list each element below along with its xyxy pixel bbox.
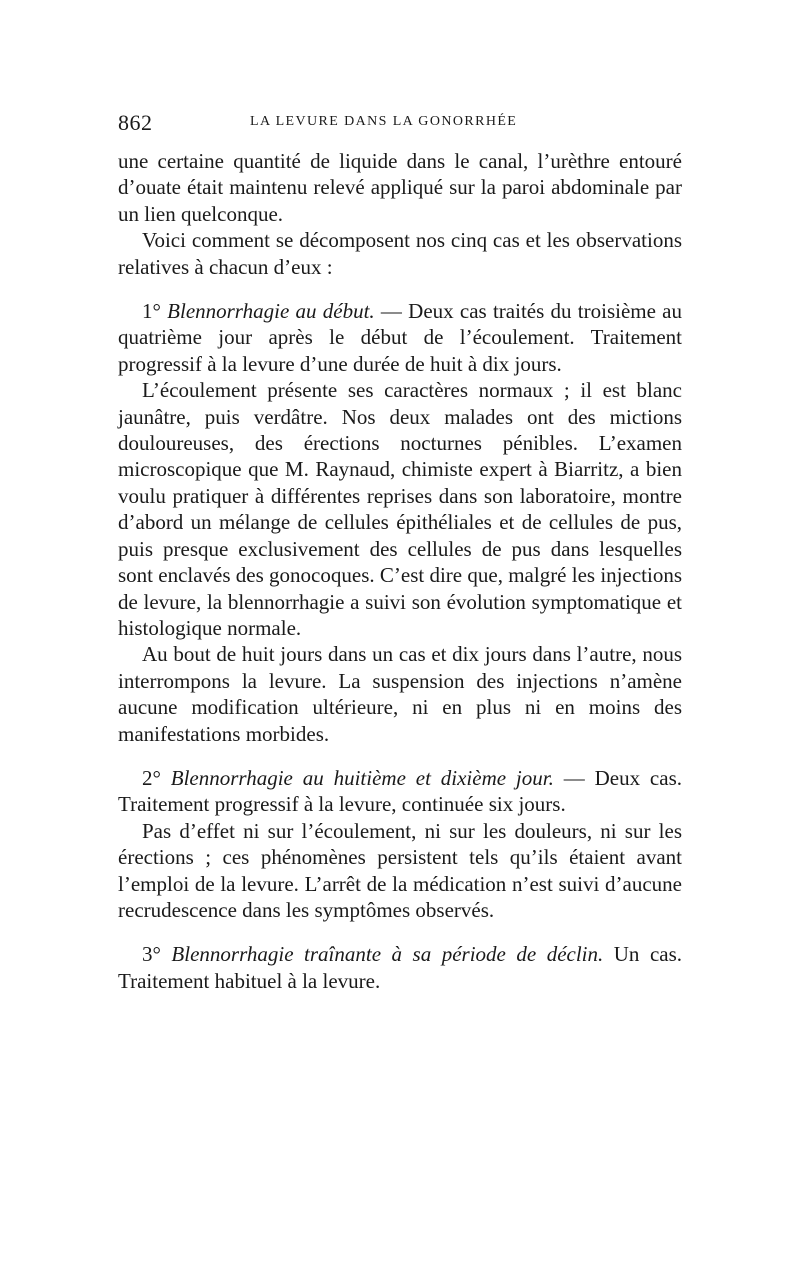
page-number: 862 bbox=[118, 110, 153, 135]
paragraph-continuation bbox=[118, 148, 682, 227]
paragraph-text: une certaine quantité de liquide dans le canal, l’urèthre entouré d’ouate était maintenu relevé appliqué sur la paroi abdominale par un lien quelconque. bbox=[118, 149, 682, 226]
case-number: 1° bbox=[142, 299, 161, 324]
paragraph-text: — Deux cas traités du troisième au quatrième jour après le début de l’écoulement. Traitement progressif à la levure d’une durée de huit à dix jours. bbox=[118, 299, 682, 376]
paragraph-text: Voici comment se décomposent nos cinq cas et les observations relatives à chacun d’eux : bbox=[118, 228, 682, 279]
paragraph-intro bbox=[118, 227, 682, 280]
case-heading: Blennorrhagie au huitième et dixième jour. bbox=[170, 765, 554, 790]
case-section-2 bbox=[118, 765, 682, 818]
paragraph-text: Un cas. Traitement habituel à la levure. bbox=[118, 942, 683, 993]
paragraph-text: Pas d’effet ni sur l’écoulement, ni sur les douleurs, ni sur les érections ; ces phénomènes persistent tels qu’ils étaient avant l’emploi de la levure. L’arrêt de la médication n’est suivi d’aucune recrudescence dans les symptômes observés. bbox=[118, 818, 682, 922]
running-title: LA LEVURE DANS LA GONORRHÉE bbox=[250, 114, 518, 129]
page-header bbox=[118, 110, 682, 140]
case-heading: Blennorrhagie au début. bbox=[167, 299, 375, 324]
paragraph-text: Au bout de huit jours dans un cas et dix jours dans l’autre, nous interrompons la levure. La suspension des injections n’amène aucune modification ultérieure, ni en plus ni en moins des manifestations morbides. bbox=[118, 642, 682, 746]
paragraph-observation bbox=[118, 818, 682, 924]
paragraph-observation bbox=[118, 377, 682, 641]
case-number: 3° bbox=[142, 942, 161, 967]
case-section-3 bbox=[118, 941, 682, 994]
paragraph-text: L’écoulement présente ses caractères normaux ; il est blanc jaunâtre, puis verdâtre. Nos deux malades ont des mictions douloureuses, des érections nocturnes pénibles. L’examen microscopique que M. Raynaud, chimiste expert à Biarritz, a bien voulu pratiquer à différentes reprises dans son laboratoire, montre d’abord un mélange de cellules épithéliales et de cellules de pus, puis presque exclusivement des cellules de pus dans lesquelles sont enclavés des gonocoques. C’est dire que, malgré les injections de levure, la blennorrhagie a suivi son évolution symptomatique et histologique normale. bbox=[118, 378, 682, 640]
paragraph-observation bbox=[118, 641, 682, 747]
book-page bbox=[118, 110, 682, 994]
case-section-1 bbox=[118, 298, 682, 377]
case-number: 2° bbox=[142, 765, 161, 790]
case-heading: Blennorrhagie traînante à sa période de déclin. bbox=[171, 942, 604, 967]
paragraph-text: — Deux cas. Traitement progressif à la levure, continuée six jours. bbox=[118, 765, 682, 817]
